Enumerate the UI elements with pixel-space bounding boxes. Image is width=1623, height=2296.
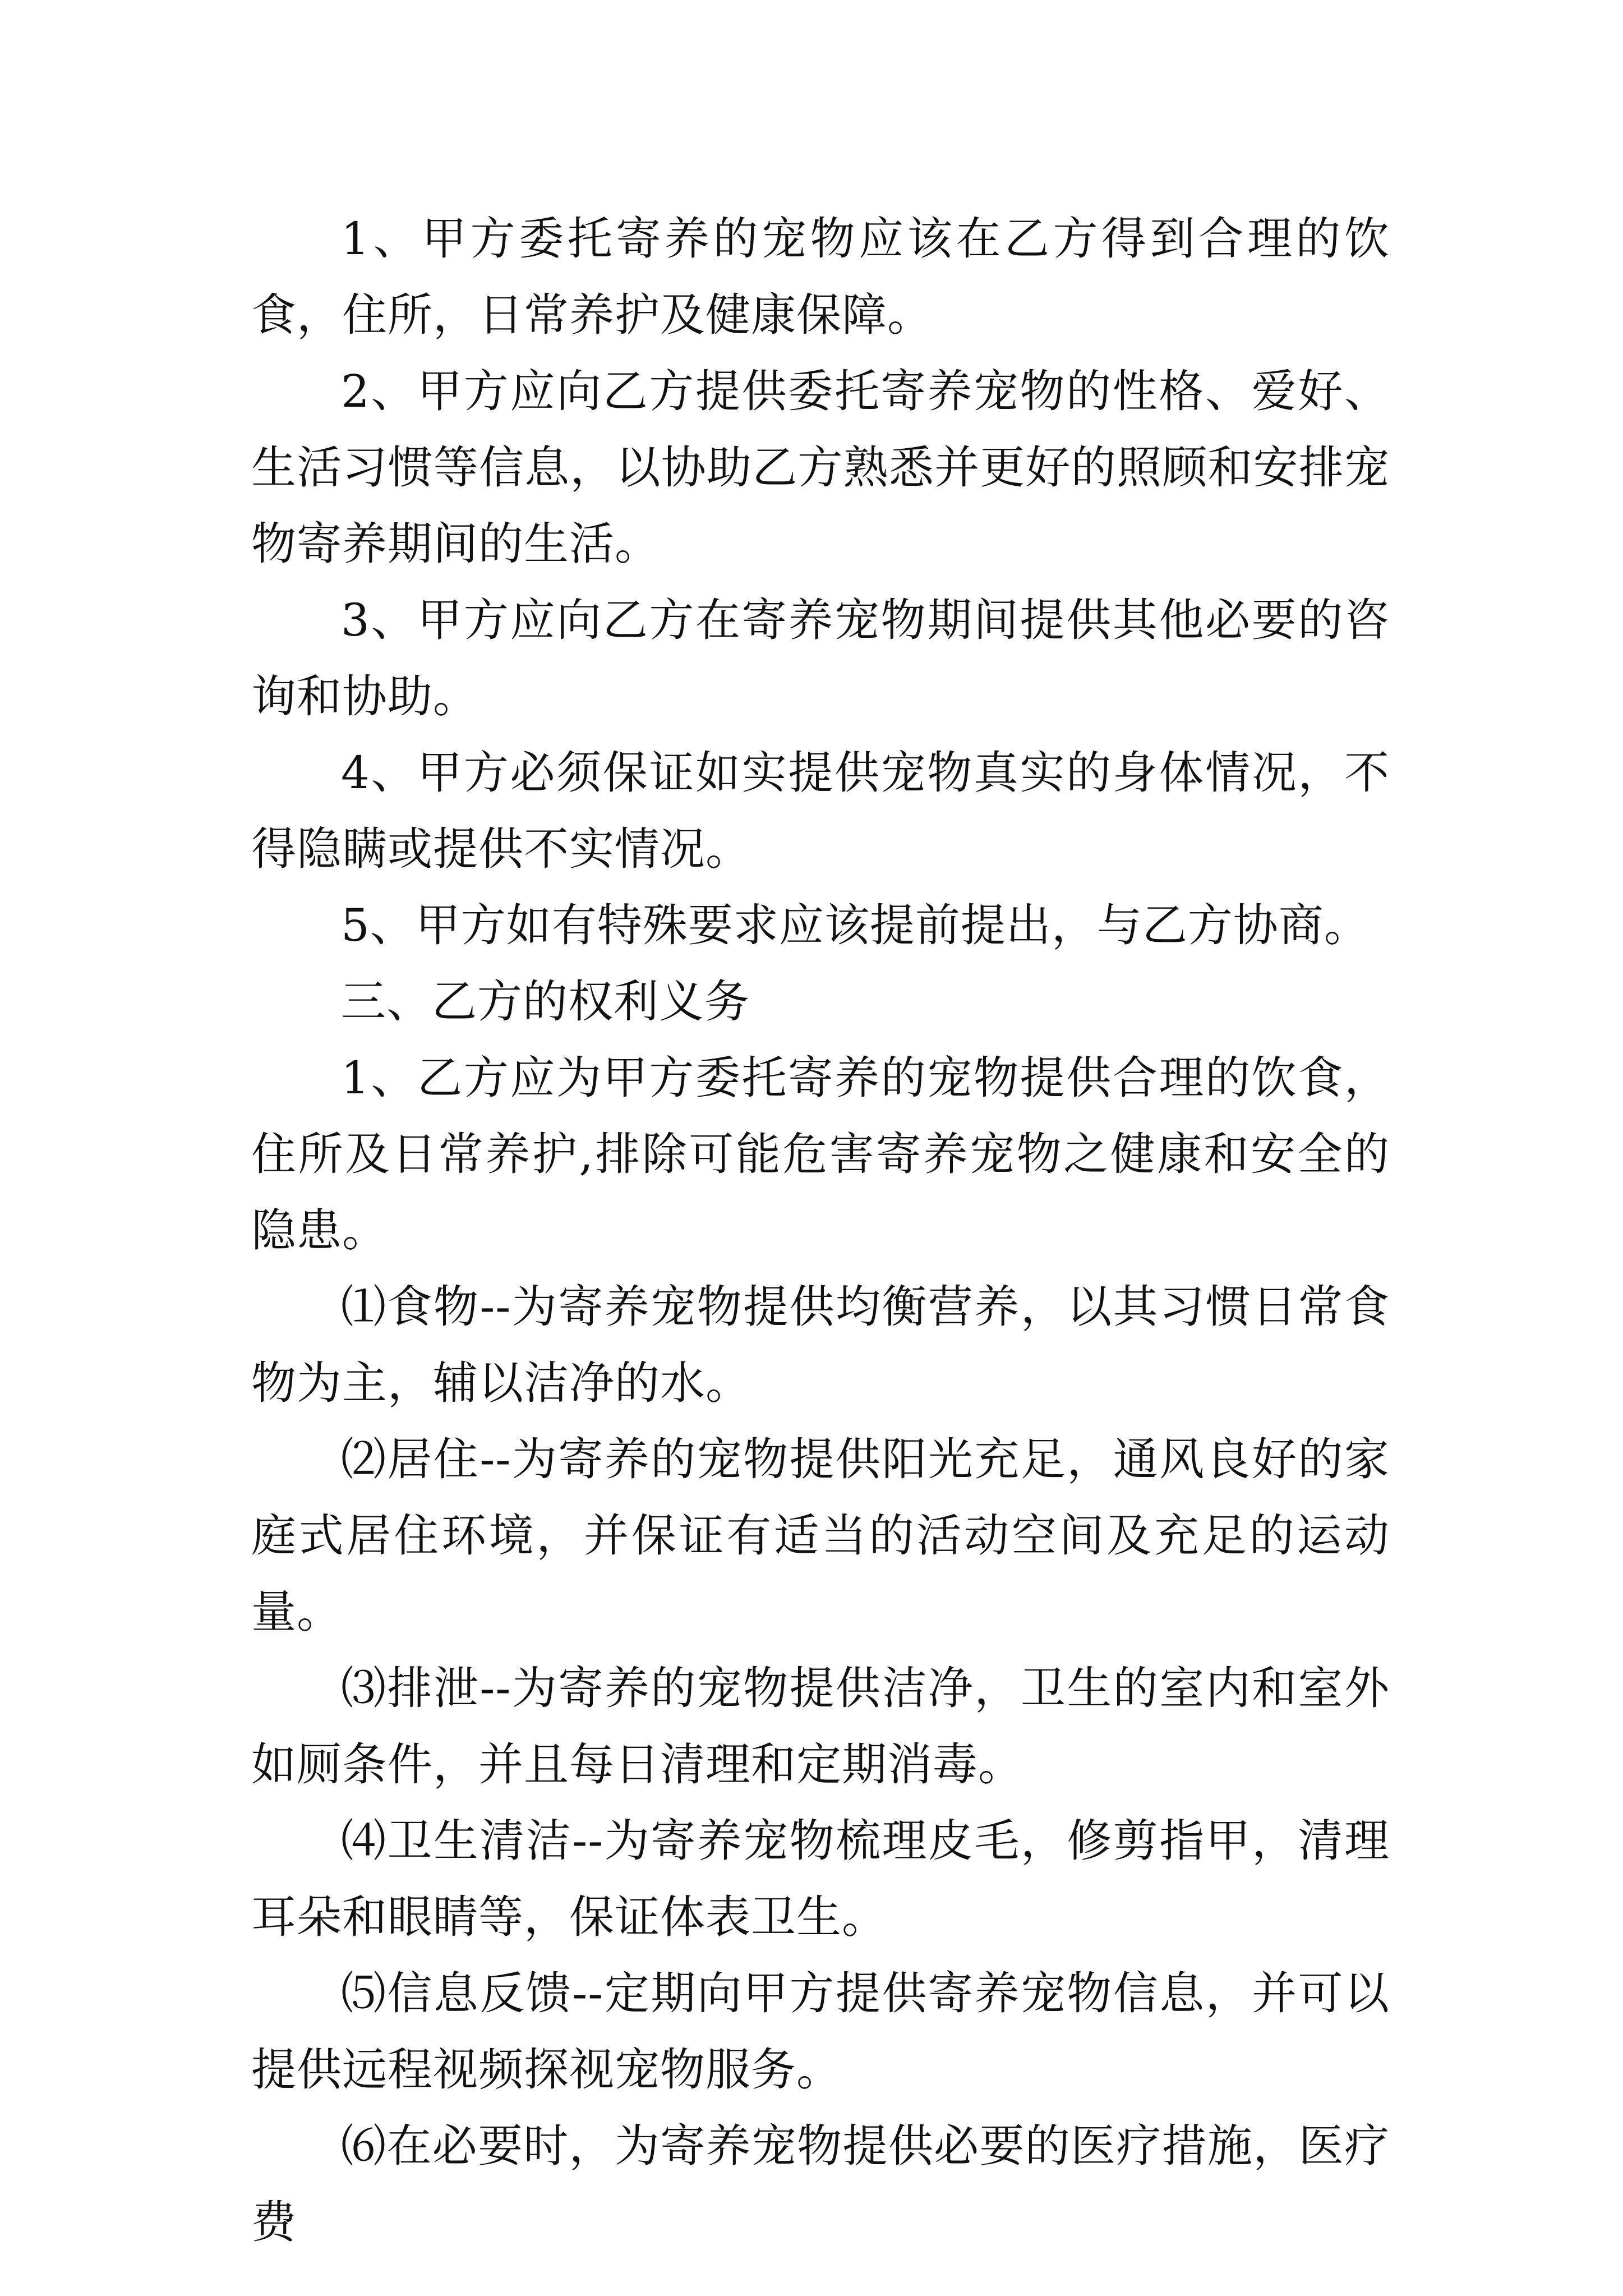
paragraph-carer-hygiene: ⑷卫生清洁--为寄养宠物梳理皮毛，修剪指甲，清理耳朵和眼睛等，保证体表卫生。 [251,1815,1390,1943]
paragraph-carer-toilet: ⑶排泄--为寄养的宠物提供洁净，卫生的室内和室外如厕条件，并且每日清理和定期消毒。 [251,1662,1390,1791]
paragraph-carer-housing: ⑵居住--为寄养的宠物提供阳光充足，通风良好的家庭式居住环境，并保证有适当的活动空间及充足的运动量。 [251,1433,1390,1638]
paragraph-owner-duty-4: 4、甲方必须保证如实提供宠物真实的身体情况，不得隐瞒或提供不实情况。 [251,747,1390,875]
paragraph-carer-feedback: ⑸信息反馈--定期向甲方提供寄养宠物信息，并可以提供远程视频探视宠物服务。 [251,1967,1390,2096]
paragraph-owner-duty-3: 3、甲方应向乙方在寄养宠物期间提供其他必要的咨询和协助。 [251,594,1390,723]
paragraph-carer-food: ⑴食物--为寄养宠物提供均衡营养，以其习惯日常食物为主，辅以洁净的水。 [251,1281,1390,1409]
paragraph-carer-duty-1: 1、乙方应为甲方委托寄养的宠物提供合理的饮食，住所及日常养护,排除可能危害寄养宠物之健康和安全的隐患。 [251,1052,1390,1257]
paragraph-carer-medical: ⑹在必要时，为寄养宠物提供必要的医疗措施，医疗费 [251,2120,1390,2248]
paragraph-owner-duty-2: 2、甲方应向乙方提供委托寄养宠物的性格、爱好、生活习惯等信息，以协助乙方熟悉并更好的照顾和安排宠物寄养期间的生活。 [251,365,1390,570]
section-heading-party-b: 三、乙方的权利义务 [341,976,750,1028]
paragraph-owner-duty-1: 1、甲方委托寄养的宠物应该在乙方得到合理的饮食，住所，日常养护及健康保障。 [251,213,1390,341]
document-body [251,201,1390,2261]
paragraph-owner-duty-5: 5、甲方如有特殊要求应该提前提出，与乙方协商。 [341,899,1370,951]
